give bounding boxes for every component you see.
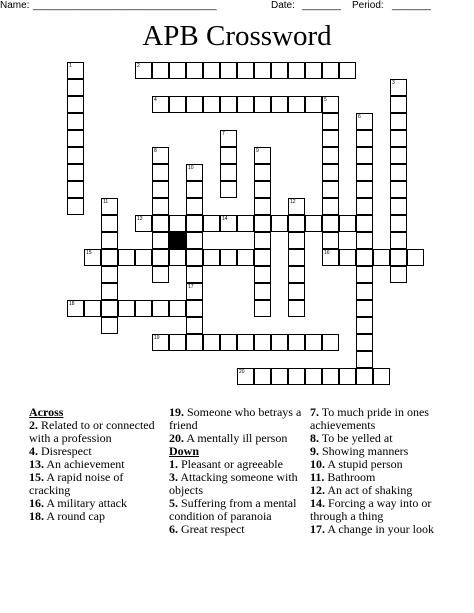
- across-heading: Across: [29, 405, 64, 419]
- clue-item: [29, 510, 161, 523]
- down-heading: Down: [169, 444, 200, 458]
- grid-cell[interactable]: [203, 249, 220, 266]
- grid-cell[interactable]: [288, 232, 305, 249]
- grid-clue-number: 15: [86, 250, 92, 256]
- grid-cell[interactable]: [288, 283, 305, 300]
- clue-item: [169, 471, 302, 497]
- grid-cell[interactable]: [288, 266, 305, 283]
- grid-cell[interactable]: [237, 96, 254, 113]
- grid-cell[interactable]: [390, 130, 407, 147]
- clue-text: Attacking someone with objects: [169, 470, 298, 497]
- grid-cell[interactable]: [390, 266, 407, 283]
- clue-text: Great respect: [181, 522, 245, 536]
- grid-cell[interactable]: [169, 62, 186, 79]
- grid-cell[interactable]: [135, 300, 152, 317]
- grid-cell[interactable]: [67, 130, 84, 147]
- grid-cell[interactable]: [152, 266, 169, 283]
- grid-cell[interactable]: [254, 249, 271, 266]
- clue-text: An achievement: [46, 457, 125, 471]
- grid-clue-number: 13: [137, 216, 143, 222]
- grid-cell[interactable]: [288, 300, 305, 317]
- grid-cell[interactable]: [271, 62, 288, 79]
- grid-cell[interactable]: [101, 300, 118, 317]
- grid-cell[interactable]: [356, 130, 373, 147]
- grid-cell[interactable]: [203, 62, 220, 79]
- grid-cell[interactable]: [203, 334, 220, 351]
- grid-cell[interactable]: [186, 266, 203, 283]
- grid-clue-number: 9: [256, 148, 259, 154]
- name-line[interactable]: _________________________________: [33, 0, 217, 11]
- across-clue-list-continued: [169, 406, 302, 445]
- grid-cell[interactable]: [322, 62, 339, 79]
- clue-text: Someone who betrays a friend: [169, 405, 302, 432]
- grid-cell[interactable]: [118, 300, 135, 317]
- grid-cell[interactable]: [101, 232, 118, 249]
- grid-cell[interactable]: [356, 232, 373, 249]
- grid-cell[interactable]: [101, 317, 118, 334]
- grid-cell[interactable]: [254, 232, 271, 249]
- grid-cell[interactable]: [339, 249, 356, 266]
- grid-clue-number: 7: [222, 131, 225, 137]
- clue-text: Forcing a way into or through a thing: [310, 496, 432, 523]
- grid-cell[interactable]: [152, 215, 169, 232]
- grid-cell[interactable]: [152, 232, 169, 249]
- grid-cell[interactable]: [254, 181, 271, 198]
- grid-cell[interactable]: [254, 266, 271, 283]
- grid-cell[interactable]: [271, 368, 288, 385]
- grid-cell[interactable]: [237, 334, 254, 351]
- grid-cell[interactable]: [220, 96, 237, 113]
- grid-cell[interactable]: [322, 147, 339, 164]
- clue-number: 20.: [169, 431, 184, 445]
- grid-cell[interactable]: [152, 300, 169, 317]
- grid-cell[interactable]: [186, 198, 203, 215]
- down-clue-list: [169, 458, 302, 536]
- grid-cell[interactable]: [356, 164, 373, 181]
- grid-cell[interactable]: [254, 164, 271, 181]
- grid-cell[interactable]: [271, 334, 288, 351]
- clue-number: 1.: [169, 457, 178, 471]
- grid-cell[interactable]: [67, 198, 84, 215]
- grid-cell[interactable]: [169, 300, 186, 317]
- clue-text: Suffering from a mental condition of paranoia: [169, 496, 297, 523]
- clue-text: Disrespect: [41, 444, 92, 458]
- grid-cell[interactable]: [220, 147, 237, 164]
- grid-cell[interactable]: [237, 62, 254, 79]
- grid-cell[interactable]: [186, 317, 203, 334]
- clue-text: Showing manners: [322, 444, 409, 458]
- grid-cell[interactable]: [186, 181, 203, 198]
- clue-item: [310, 406, 440, 432]
- clue-number: 8.: [310, 431, 319, 445]
- grid-cell[interactable]: [101, 215, 118, 232]
- grid-clue-number: 4: [154, 97, 157, 103]
- grid-cell[interactable]: [271, 215, 288, 232]
- grid-cell[interactable]: [254, 96, 271, 113]
- grid-cell[interactable]: [305, 368, 322, 385]
- grid-cell[interactable]: [356, 300, 373, 317]
- grid-cell[interactable]: [288, 62, 305, 79]
- grid-cell[interactable]: [186, 215, 203, 232]
- page-title: APB Crossword: [142, 20, 332, 52]
- clue-text: Bathroom: [327, 470, 376, 484]
- grid-cell[interactable]: [101, 249, 118, 266]
- clue-number: 13.: [29, 457, 44, 471]
- grid-cell[interactable]: [203, 96, 220, 113]
- grid-clue-number: 5: [324, 97, 327, 103]
- grid-cell[interactable]: [169, 334, 186, 351]
- grid-clue-number: 19: [154, 335, 160, 341]
- grid-cell[interactable]: [288, 249, 305, 266]
- grid-cell[interactable]: [373, 249, 390, 266]
- grid-cell[interactable]: [152, 249, 169, 266]
- grid-cell[interactable]: [339, 368, 356, 385]
- grid-cell[interactable]: [356, 266, 373, 283]
- grid-cell[interactable]: [390, 249, 407, 266]
- grid-cell[interactable]: [67, 181, 84, 198]
- clue-text: A stupid person: [327, 457, 403, 471]
- grid-cell[interactable]: [101, 266, 118, 283]
- grid-cell[interactable]: [220, 164, 237, 181]
- clues-column-2: [169, 406, 302, 536]
- grid-clue-number: 17: [188, 284, 194, 290]
- grid-cell[interactable]: [322, 368, 339, 385]
- grid-cell[interactable]: [288, 215, 305, 232]
- period-label: Period:: [352, 0, 384, 11]
- grid-clue-number: 11: [103, 199, 109, 205]
- grid-cell[interactable]: [186, 300, 203, 317]
- grid-cell[interactable]: [305, 215, 322, 232]
- grid-cell[interactable]: [390, 215, 407, 232]
- grid-cell[interactable]: [152, 62, 169, 79]
- clue-number: 6.: [169, 522, 178, 536]
- grid-cell[interactable]: [322, 232, 339, 249]
- clue-text: An act of shaking: [327, 483, 413, 497]
- clue-number: 2.: [29, 418, 38, 432]
- grid-cell[interactable]: [186, 96, 203, 113]
- grid-cell[interactable]: [356, 317, 373, 334]
- grid-cell[interactable]: [186, 249, 203, 266]
- clue-item: [310, 523, 440, 536]
- grid-cell[interactable]: [220, 181, 237, 198]
- grid-clue-number: 8: [154, 148, 157, 154]
- grid-clue-number: 2: [137, 63, 140, 69]
- clue-number: 5.: [169, 496, 178, 510]
- grid-cell[interactable]: [407, 249, 424, 266]
- clue-text: A military attack: [46, 496, 127, 510]
- grid-cell[interactable]: [254, 334, 271, 351]
- grid-cell[interactable]: [356, 249, 373, 266]
- grid-clue-number: 20: [239, 369, 245, 375]
- grid-cell[interactable]: [390, 96, 407, 113]
- grid-clue-number: 16: [324, 250, 330, 256]
- grid-cell[interactable]: [390, 113, 407, 130]
- grid-cell[interactable]: [339, 62, 356, 79]
- grid-cell[interactable]: [67, 113, 84, 130]
- clue-number: 3.: [169, 470, 178, 484]
- clue-text: To be yelled at: [321, 431, 393, 445]
- grid-cell[interactable]: [67, 96, 84, 113]
- grid-cell[interactable]: [356, 283, 373, 300]
- clue-number: 11.: [310, 470, 325, 484]
- grid-cell[interactable]: [135, 249, 152, 266]
- grid-cell[interactable]: [254, 215, 271, 232]
- grid-cell[interactable]: [186, 232, 203, 249]
- clue-number: 9.: [310, 444, 319, 458]
- grid-cell[interactable]: [322, 198, 339, 215]
- grid-cell[interactable]: [288, 368, 305, 385]
- grid-cell[interactable]: [356, 215, 373, 232]
- grid-cell[interactable]: [84, 300, 101, 317]
- grid-cell[interactable]: [390, 181, 407, 198]
- grid-cell[interactable]: [254, 198, 271, 215]
- clue-text: A change in your look: [327, 522, 434, 536]
- grid-cell[interactable]: [271, 96, 288, 113]
- grid-cell[interactable]: [169, 249, 186, 266]
- grid-cell[interactable]: [305, 62, 322, 79]
- grid-cell[interactable]: [220, 249, 237, 266]
- grid-cell[interactable]: [322, 164, 339, 181]
- grid-cell[interactable]: [152, 181, 169, 198]
- clue-item: [29, 419, 161, 445]
- clue-text: A round cap: [46, 509, 105, 523]
- grid-cell[interactable]: [305, 334, 322, 351]
- clue-text: Pleasant or agreeable: [181, 457, 283, 471]
- clue-number: 18.: [29, 509, 44, 523]
- clue-text: A rapid noise of cracking: [29, 470, 124, 497]
- grid-cell[interactable]: [67, 147, 84, 164]
- grid-cell[interactable]: [339, 215, 356, 232]
- name-label: Name:: [0, 0, 30, 11]
- grid-cell[interactable]: [254, 300, 271, 317]
- clue-number: 7.: [310, 405, 319, 419]
- grid-cell[interactable]: [390, 164, 407, 181]
- clue-text: Related to or connected with a profession: [29, 418, 155, 445]
- clue-item: [169, 523, 302, 536]
- clue-item: [169, 406, 302, 432]
- grid-cell[interactable]: [67, 164, 84, 181]
- grid-cell[interactable]: [118, 249, 135, 266]
- across-clue-list: [29, 419, 161, 523]
- grid-cell[interactable]: [322, 113, 339, 130]
- clue-text: To much pride in ones achievements: [310, 405, 429, 432]
- clue-number: 16.: [29, 496, 44, 510]
- grid-cell[interactable]: [152, 198, 169, 215]
- date-line[interactable]: _______: [302, 0, 341, 11]
- grid-cell[interactable]: [169, 215, 186, 232]
- clue-number: 14.: [310, 496, 325, 510]
- grid-cell[interactable]: [373, 368, 390, 385]
- blocked-cell: [169, 232, 186, 249]
- grid-cell[interactable]: [322, 215, 339, 232]
- grid-cell[interactable]: [288, 334, 305, 351]
- clue-number: 17.: [310, 522, 325, 536]
- date-label: Date:: [271, 0, 295, 11]
- grid-cell[interactable]: [186, 334, 203, 351]
- grid-clue-number: 6: [358, 114, 361, 120]
- grid-cell[interactable]: [254, 368, 271, 385]
- clue-item: [29, 471, 161, 497]
- grid-cell[interactable]: [220, 62, 237, 79]
- grid-cell[interactable]: [186, 62, 203, 79]
- grid-cell[interactable]: [67, 79, 84, 96]
- grid-cell[interactable]: [254, 62, 271, 79]
- clues-column-1: [29, 406, 161, 523]
- clue-item: [310, 497, 440, 523]
- grid-cell[interactable]: [356, 198, 373, 215]
- grid-clue-number: 3: [392, 80, 395, 86]
- grid-cell[interactable]: [203, 215, 220, 232]
- grid-clue-number: 14: [222, 216, 228, 222]
- grid-cell[interactable]: [322, 334, 339, 351]
- clue-number: 4.: [29, 444, 38, 458]
- down-clue-list-continued: [310, 406, 440, 536]
- grid-clue-number: 10: [188, 165, 194, 171]
- clue-text: A mentally ill person: [186, 431, 288, 445]
- grid-cell[interactable]: [356, 181, 373, 198]
- grid-cell[interactable]: [254, 283, 271, 300]
- grid-cell[interactable]: [390, 198, 407, 215]
- clue-item: [169, 497, 302, 523]
- grid-cell[interactable]: [322, 130, 339, 147]
- grid-clue-number: 12: [290, 199, 296, 205]
- grid-clue-number: 1: [69, 63, 72, 69]
- grid-cell[interactable]: [288, 96, 305, 113]
- grid-cell[interactable]: [390, 147, 407, 164]
- clue-number: 12.: [310, 483, 325, 497]
- clue-number: 15.: [29, 470, 44, 484]
- grid-cell[interactable]: [356, 351, 373, 368]
- grid-cell[interactable]: [356, 368, 373, 385]
- clues-column-3: [310, 406, 440, 536]
- period-line[interactable]: _______: [392, 0, 431, 11]
- grid-cell[interactable]: [152, 164, 169, 181]
- grid-cell[interactable]: [390, 232, 407, 249]
- grid-cell[interactable]: [356, 147, 373, 164]
- clue-number: 10.: [310, 457, 325, 471]
- grid-cell[interactable]: [237, 249, 254, 266]
- grid-cell[interactable]: [101, 283, 118, 300]
- grid-cell[interactable]: [356, 334, 373, 351]
- grid-clue-number: 18: [69, 301, 75, 307]
- clue-number: 19.: [169, 405, 184, 419]
- grid-cell[interactable]: [237, 215, 254, 232]
- grid-cell[interactable]: [220, 334, 237, 351]
- grid-cell[interactable]: [169, 96, 186, 113]
- grid-cell[interactable]: [305, 96, 322, 113]
- grid-cell[interactable]: [322, 181, 339, 198]
